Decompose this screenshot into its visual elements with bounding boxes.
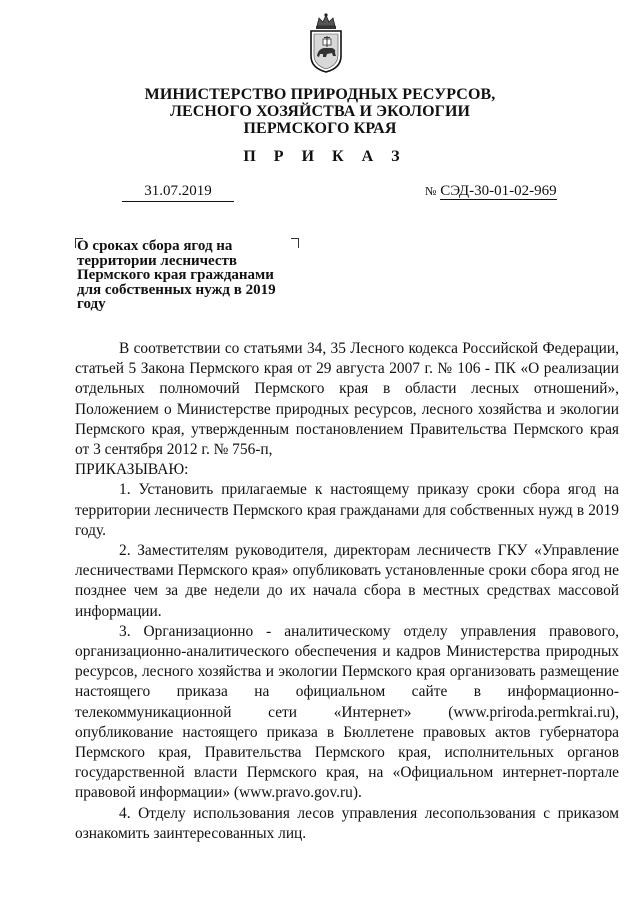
order-body bbox=[75, 339, 619, 844]
preamble-paragraph: В соответствии со статьями 34, 35 Лесного кодекса Российской Федерации, статьей 5 Закона Пермского края от 29 августа 2007 г. № 106 - ПК «О реализации отдельных полномочий Пермского края в области лесных отношений», Положением о Министерстве природных ресурсов, лесного хозяйства и экологии Пермского края, утвержденным постановлением Правительства Пермского края от 3 сентября 2012 г. № 756-п, bbox=[75, 340, 619, 459]
order-title: П Р И К А З bbox=[243, 148, 407, 165]
subject-line-5: году bbox=[77, 296, 106, 312]
order-item-2: 2. Заместителям руководителя, директорам лесничеств ГКУ «Управление лесничествами Пермского края» опубликовать установленные сроки сбора ягод не позднее чем за две недели до их начала сбора в местных средствах массовой информации. bbox=[75, 542, 619, 620]
subject-line-1: О сроках сбора ягод на bbox=[77, 238, 233, 254]
ministry-name bbox=[0, 86, 640, 137]
subject-line-3: Пермского края гражданами bbox=[77, 267, 274, 283]
ministry-line-3: ПЕРМСКОГО КРАЯ bbox=[243, 120, 397, 137]
number-value: СЭД-30-01-02-969 bbox=[440, 183, 557, 199]
subject-line-4: для собственных нужд в 2019 bbox=[77, 281, 276, 298]
coat-of-arms-emblem bbox=[307, 12, 345, 74]
order-number bbox=[425, 183, 557, 200]
order-item-1: 1. Установить прилагаемые к настоящему приказу сроки сбора ягод на территории лесничеств Пермского края гражданами для собственных нужд в 2019 году. bbox=[75, 481, 619, 539]
order-subject bbox=[77, 239, 297, 312]
number-sign: № bbox=[425, 184, 437, 198]
ministry-line-2: ЛЕСНОГО ХОЗЯЙСТВА И ЭКОЛОГИИ bbox=[169, 103, 471, 120]
decree-word: ПРИКАЗЫВАЮ: bbox=[75, 461, 189, 479]
order-date: 31.07.2019 bbox=[122, 183, 234, 202]
ministry-line-1: МИНИСТЕРСТВО ПРИРОДНЫХ РЕСУРСОВ, bbox=[144, 86, 496, 103]
order-item-3: 3. Организационно - аналитическому отделу управления правового, организационно-аналитического обеспечения и кадров Министерства природных ресурсов, лесного хозяйства и экологии Пермского края организовать размещение настоящего приказа на официальном сайте в информационно-телекоммуникационной сети «Интернет» (www.priroda.permkrai.ru), опубликование настоящего приказа в Бюллетене правовых актов губернатора Пермского края, Правительства Пермского края, исполнительных органов государственной власти Пермского края, на «Официальном интернет-портале правовой информации» (www.pravo.gov.ru). bbox=[75, 622, 619, 802]
subject-line-2: территории лесничеств bbox=[77, 252, 238, 269]
order-item-4: 4. Отделу использования лесов управления лесопользования с приказом ознакомить заинтересованных лиц. bbox=[75, 804, 619, 842]
